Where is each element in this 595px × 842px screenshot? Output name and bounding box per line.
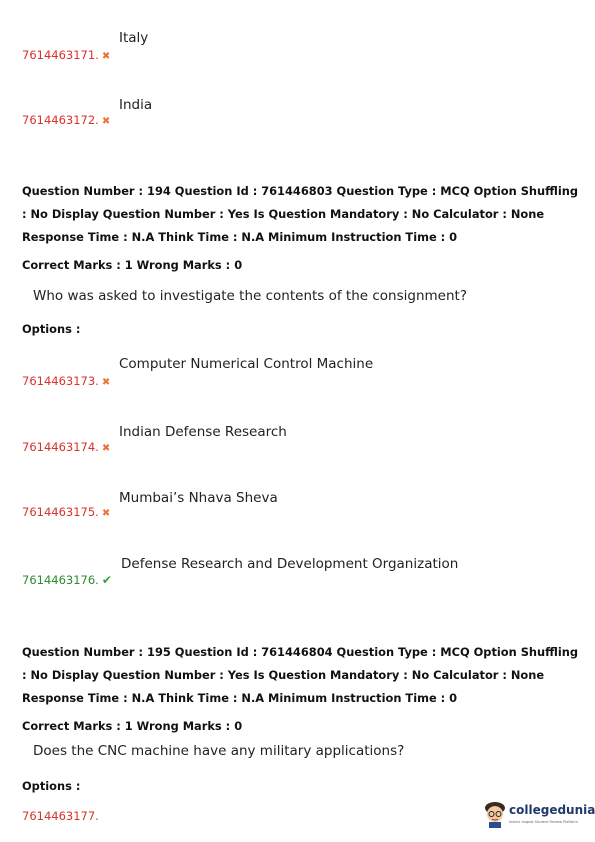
cross-icon: ✖ — [101, 377, 111, 388]
option-row — [22, 109, 110, 128]
question-text: Who was asked to investigate the contents of the consignment? — [33, 288, 467, 304]
option-text: Indian Defense Research — [119, 424, 287, 440]
cross-icon: ✖ — [101, 51, 111, 62]
option-id: 7614463176. — [22, 573, 99, 587]
option-id: 7614463171. — [22, 48, 99, 62]
options-label: Options : — [22, 322, 81, 336]
option-id: 7614463172. — [22, 113, 99, 127]
option-row — [22, 44, 110, 63]
question-text: Does the CNC machine have any military applications? — [33, 743, 405, 759]
option-text: India — [119, 97, 153, 113]
options-label: Options : — [22, 779, 81, 793]
question-meta: Question Number : 195 Question Id : 761446804 Question Type : MCQ Option Shuffling : No Display Question Number : Yes Is Question Mandatory : No Calculator : None Response Time : N.A Think Time : N.A Minimum Instruction Time : 0 — [22, 645, 578, 705]
option-text: Italy — [119, 30, 149, 46]
cross-icon: ✖ — [101, 443, 111, 454]
cross-icon: ✖ — [101, 116, 111, 127]
option-id: 7614463177. — [22, 809, 99, 823]
check-icon: ✔ — [101, 573, 112, 587]
option-row — [22, 370, 110, 389]
question-marks: Correct Marks : 1 Wrong Marks : 0 — [22, 258, 243, 272]
question-marks: Correct Marks : 1 Wrong Marks : 0 — [22, 719, 243, 733]
question-meta: Question Number : 194 Question Id : 761446803 Question Type : MCQ Option Shuffling : No Display Question Number : Yes Is Question Mandatory : No Calculator : None Response Time : N.A Think Time : N.A Minimum Instruction Time : 0 — [22, 184, 578, 244]
option-row — [22, 501, 110, 520]
option-row — [22, 436, 110, 455]
option-id: 7614463174. — [22, 440, 99, 454]
logo-brand: collegedunia — [509, 803, 595, 817]
option-text: Defense Research and Development Organization — [121, 556, 459, 572]
collegedunia-logo — [483, 800, 595, 830]
option-row — [22, 805, 99, 824]
option-id: 7614463173. — [22, 374, 99, 388]
option-text: Mumbai’s Nhava Sheva — [119, 490, 278, 506]
logo-tagline: India's largest Student Review Platform — [509, 820, 578, 824]
cross-icon: ✖ — [101, 508, 111, 519]
option-id: 7614463175. — [22, 505, 99, 519]
mascot-icon — [483, 800, 507, 828]
option-text: Computer Numerical Control Machine — [119, 356, 374, 372]
option-row — [22, 569, 112, 588]
